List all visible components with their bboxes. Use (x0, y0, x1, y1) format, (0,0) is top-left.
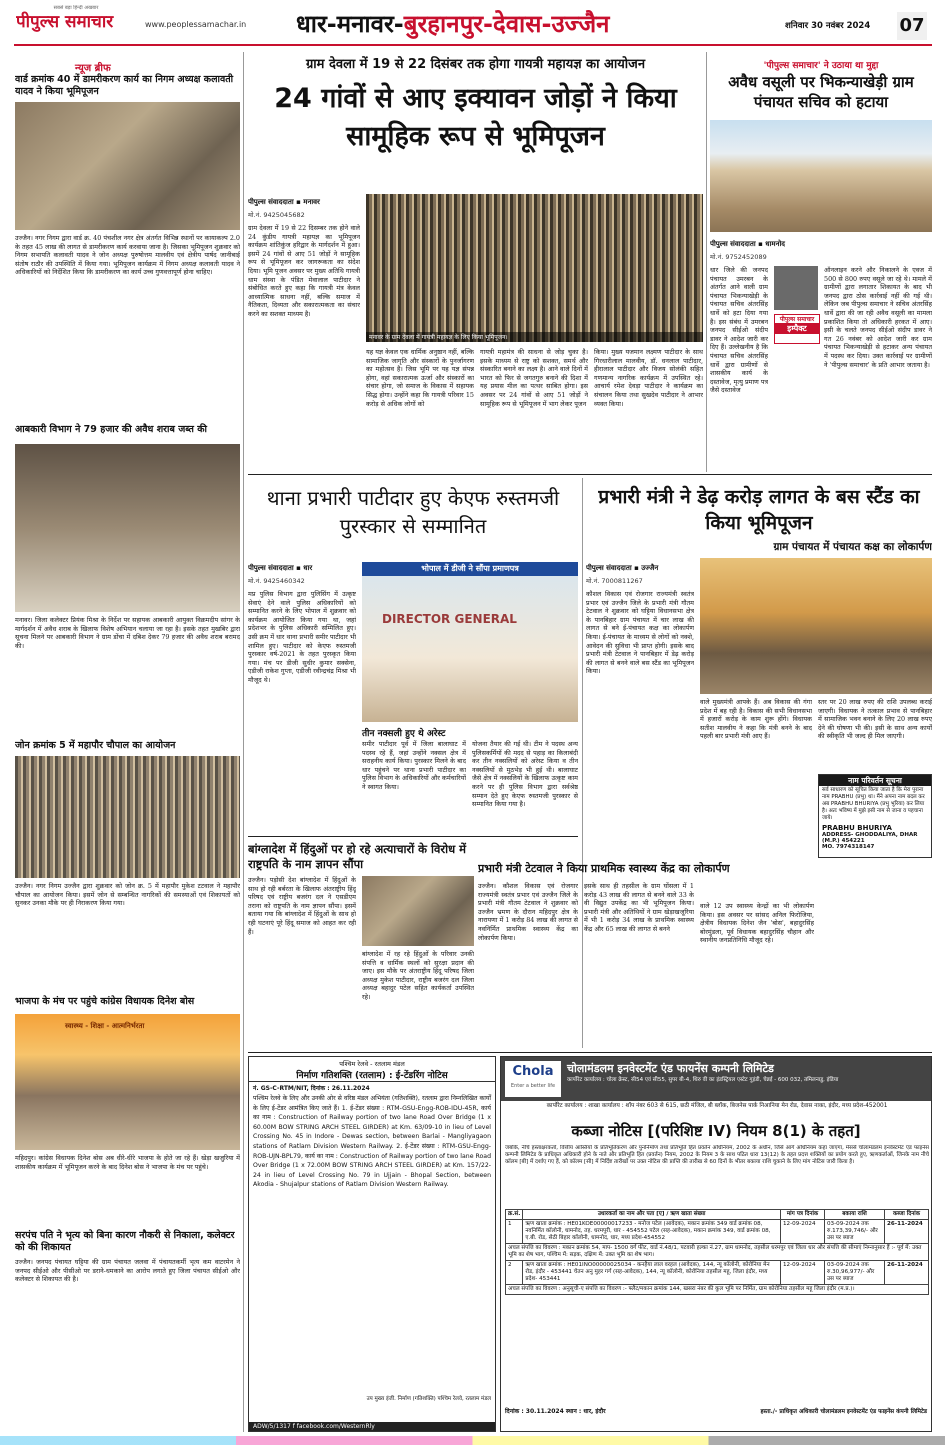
photo-award-ceremony (362, 562, 578, 722)
story-mobile: मो.नं. 9425045682 (248, 211, 305, 219)
brief-body-3: उज्जैन। नगर निगम उज्जैन द्वारा शुक्रवार को जोन क्र. 5 में महापौर मुकेश टटवाल ने महापौर चौपाल का आयोजन किया। इसमें जोन से सम्बन्धित नागरिकों की समस्याओं एवं शिकायतों को सुनकर उनका मौके पर ही निराकरण किया गया। (15, 882, 240, 908)
masthead-logo-tag: सबसे बड़ा हिन्दी अखबार (53, 5, 99, 11)
photo-caption: मनावर के ग्राम देवला में गायत्री महायज्ञ के लिए किया भूमिपूजन। (366, 332, 703, 342)
patidar-col-3: योजना तैयार की गई थी। टीम ने पदस्थ अन्य पुलिसकर्मियों की मदद से पहाड़ का किलाबंदी कर तीन नक्सलियों को अरेस्ट किया व तीन नक्सलियों से मुठभेड़ भी हुई थी। बालाघाट जैसे क्षेत्र में नक्सलियों के खिलाफ उत्कृष्ट काम करने पर ही पुलिस विभाग द्वारा सर्वश्रेष्ठ सम्मान देते हुए केएफ रुस्तमजी पुरस्कार से सम्मानित किया गया है। (472, 740, 578, 809)
bangla-col-2: बांग्लादेश में रह रहे हिंदुओं के परिवार उनकी संपत्ति व धार्मिक स्थलों को सुरक्षा प्रदान की जाए। इस मौके पर अंतराष्ट्रीय हिंदू परिषद जिला अध्यक्ष मुकेश पाटीदार, राष्ट्रीय बजरंग दल जिला अध्यक्ष बहादुर पटेल सहित कार्यकर्ता उपस्थित रहे। (362, 950, 474, 1001)
busstand-col-2: वाले मुख्यमंत्री आपके हैं। अब विकास की गंगा प्रदेश में बह रही है। विकास की सभी विधानसभा में हजारों करोड़ के काम शुरू होंगे। विधायक सतीश मालवीय ने कहा कि मंत्री बनने के बाद पहली बार प्रभारी मंत्री आए हैं। (700, 698, 812, 741)
busstand-byline: पीपुल्स संवाददाता ▪ उज्जैन (586, 564, 659, 572)
th-borrower: उधारकर्ता का नाम और पता [ए] / ऋण खाता संख्या (523, 1210, 781, 1220)
th-outstanding: बकाया राशि (825, 1210, 885, 1220)
right-byline: पीपुल्स संवाददाता ▪ धामनोद (710, 240, 785, 248)
row1-property: अचल संपत्ति का विवरण : मकान क्रमांक 54, माप- 1500 वर्ग फीट, वार्ड नं.48/1, पटवारी हल्का नं.27, ग्राम धामनोद, तहसील धरमपुर एवं जिला धार और संपत्ति की सीमाएं निम्नानुसार हैं :- पूर्व में: उक्त भूमि का शेष भाग, पश्चिम में: सड़क, दक्षिण में: उक्त भूमि का शेष भाग। (506, 1244, 929, 1261)
row2-demand-date: 12-09-2024 (781, 1261, 825, 1285)
row1-serial: 1 (506, 1220, 523, 1244)
center-top-story (248, 52, 703, 472)
photo-bhoomipujan-ministers (700, 558, 932, 694)
right-body-1: धार जिले की जनपद पंचायत उमरबन के अंतर्गत आने वाली ग्राम पंचायत भिकन्याखेड़ी के पंचायत सचिव अंतरसिंह धार्वे को हटा दिया गया है। इस संबंध में उमरबन जनपद सीईओ संदीप डावर ने आदेश जारी कर दिए हैं। उल्लेखनीय है कि पंचायत सचिव अंतरसिंह धार्वे द्वारा ग्रामीणों से शासकीय कार्य के दस्तावेज, मृत्यु प्रमाण पत्र जैसे दस्तावेज (710, 266, 768, 395)
masthead-logo: पीपुल्स समाचार (16, 12, 114, 32)
row2-property: अचल संपत्ति का विवरण : अनुसूची-ए संपत्ति का विवरण :- फ्लैट/मकान क्रमांक 144, खसरा नंबर की कुल भूमि पर निर्मित, ग्राम कोरोनिया तहसील महू जिला इंदौर (म.प्र.)। (506, 1285, 929, 1295)
right-kicker: 'पीपुल्स समाचार' ने उठाया था मुद्दा (763, 61, 879, 71)
busstand-story (586, 478, 932, 858)
busstand-col-1: कौशल विकास एवं रोजगार राज्यमंत्री स्वतंत्र प्रभार एवं उज्जैन जिले के प्रभारी मंत्री गौतम टेटवाल ने शुक्रवार को घट्टिया विधानसभा क्षेत्र के पानबिहार ग्राम पंचायत में चार लाख की लागत से बने ई-पंचायत कक्ष का लोकार्पण किया। ई-पंचायत के माध्यम से लोगों को नक्शे, आवेदन की सुविधा भी प्राप्त होगी। इसके बाद प्रभारी मंत्री टेटवाल ने पानबिहार में डेढ़ करोड़ की लागत से बनने वाले बस स्टैंड का भूमिपूजन किया। (586, 590, 694, 676)
tender-sign: उप मुख्य इंजी. निर्माण (गतिशक्ति) पश्चिम रेलवे, रतलाम मंडल (366, 1396, 491, 1402)
chola-place-date: दिनांक : 30.11.2024 स्थान : धार, इंदौर (505, 1408, 606, 1415)
name-change-notice (818, 774, 932, 858)
stage-banner-text: स्वास्थ्य - शिक्षा - आत्मनिर्भरता (65, 1022, 145, 1030)
tender-footer[interactable]: ADW/5/1317 f facebook.com/WesternRly (249, 1422, 495, 1431)
chola-body: जबकि, नीचे हस्ताक्षरकर्ता, वित्तीय आस्तियों के प्रतिभूतिकरण और पुनर्निर्माण तथा प्रतिभूति हित प्रवर्तन अधिनियम, 2002 के अधीन, जिसे आगे अधिनियम कहा जाएगा, मेसर्स चोलामंडलम इनवेस्टमेंट एंड फाइनेंस कम्पनी लिमिटेड के प्राधिकृत अधिकारी होने के नाते और प्रतिभूति हित (प्रवर्तन) नियम, 2002 के नियम 3 के साथ पठित धारा 13(12) के तहत प्रदत्त शक्तियों का प्रयोग करते हुए, ऋणकर्ताओं, जिनके नाम नीचे कॉलम [बी] में दर्शाए गए हैं, को कॉलम [सी] में निर्दिष्ट तारीखों पर उक्त नोटिस की प्राप्ति की तारीख से 60 दिनों के भीतर बकाया राशि चुकाने के लिए मांग नोटिस जारी किया है। (505, 1145, 929, 1165)
photo-panchayat-building (710, 120, 932, 232)
masthead-url[interactable]: www.peoplessamachar.in (145, 20, 247, 29)
patidar-col-2: समीर पाटीदार पूर्व में जिला बालाघाट में पदस्थ रहे हैं, जहां उन्होंने नक्सल क्षेत्र में सराहनीय कार्य किया। पुरस्कार मिलने के बाद धार पहुंचने पर थाना प्रभारी पाटीदार का पुलिस विभाग के अधिकारियों और कर्मचारियों ने स्वागत किया। (362, 740, 466, 791)
row2-serial: 2 (506, 1261, 523, 1285)
chola-logo-text: Chola (512, 1064, 554, 1079)
table-row (506, 1220, 929, 1244)
notice-body: सर्व साधारण को सूचित किया जाता है कि मेरा पुराना नाम PRABHU (प्रभु) था। मैंने अपना नाम बदल कर अब PRABHU BHURIYA (प्रभु भुरिया) कर लिया है। अतः भविष्य में मुझे इसी नाम से जाना व पहचाना जाये। (822, 787, 925, 821)
chola-signature: हस्ता./- प्राधिकृत अधिकारी चोलामंडलम इनवेस्टमेंट एंड फाइनेंस कंपनी लिमिटेड (760, 1409, 927, 1415)
story-byline: पीपुल्स संवाददाता ▪ मनावर (248, 198, 320, 206)
health-col-3: वाले 12 उप स्वास्थ्य केन्द्रों का भी लोकार्पण किया। इस अवसर पर सांसद अनिल फिरोजिया, क्षेत्रीय विधायक दिनेश जैन 'बोस', बहादुरसिंह बोरमुंडला, पूर्व विधायक बहादुरसिंह चौहान और स्थानीय जनप्रतिनिधि मौजूद रहे। (700, 902, 814, 945)
photo-bjp-stage (15, 1014, 240, 1150)
story-col-3: गायत्री महामंत्र की साधना से जोड़ चुका है। इसके माध्यम से राष्ट्र को सशक्त, समर्थ और संस्कारित बनाने का लक्ष्य है। आने वाले दिनों में भारत को फिर से जगतगुरु बनाने की दिशा में यह प्रयास मील का पत्थर साबित होगा। इस अवसर पर 24 गांवों से आए 51 जोड़ों ने सामूहिक रूप से भूमिपूजन में भाग लेकर पूजन (480, 348, 588, 408)
chola-notice (500, 1056, 932, 1432)
th-possession-date: कब्जा दिनांक (885, 1210, 929, 1220)
table-row (506, 1285, 929, 1295)
photo-mayor-chaupal (15, 756, 240, 878)
row2-possession-date: 26-11-2024 (885, 1261, 929, 1285)
row1-demand-date: 12-09-2024 (781, 1220, 825, 1244)
notice-mobile: MO. 7974318147 (822, 844, 875, 850)
page-number: 07 (897, 12, 927, 40)
brief-headline-4: भाजपा के मंच पर पहुंचे कांग्रेस विधायक दिनेश बोस (15, 996, 195, 1007)
right-mobile: मो.नं. 9752452089 (710, 253, 767, 261)
brief-headline-3: जोन क्रमांक 5 में महापौर चौपाल का आयोजन (15, 740, 176, 751)
chola-reg-office: कार्पोरेट कार्यालय : चोला क्रेस्ट, सी54 एवं सी55, सुपर बी-4, थिरु वी का इंडस्ट्रियल एस्टेट गुइंडी, चेन्नई - 600 032, तमिलनाडु, इंडिया (567, 1077, 839, 1083)
impact-label: इम्पैक्ट (775, 323, 819, 334)
chola-header (501, 1057, 931, 1101)
brief-headline-1: वार्ड क्रमांक 40 में डामरीकरण कार्य का निगम अध्यक्ष कलावती यादव ने किया भूमिपूजन (15, 74, 234, 97)
news-brief-label: न्यूज ब्रीफ (75, 63, 111, 74)
right-body-2: ऑनलाइन करने और निकालने के एवज में 500 से 800 रुपए वसूले जा रहे थे। मामले में ग्रामीणों द्वारा लगातार शिकायत के बाद भी जनपद द्वारा ठोस कार्रवाई नहीं की गई थी। लेकिन जब पीपुल्स समाचार ने सचिव अंतरसिंह धार्वे द्वारा की जा रही अवैध वसूली का मामला प्रकाशित किया तो अधिकारी हरकत में आए। इसी के चलते जनपद सीईओ संदीप डावर ने गत 26 नवंबर को आदेश जारी कर ग्राम पंचायत भिकन्याखेड़ी से हटाकर अन्य पंचायत में पदस्थ कर दिया। उक्त कार्रवाई पर ग्रामीणों ने 'पीपुल्स समाचार' के प्रति आभार जताया है। (824, 266, 932, 369)
chola-logo (505, 1061, 561, 1097)
th-serial: क्र.सं. (506, 1210, 523, 1220)
tender-number: नं. GS-C-RTM/NIT, दिनांक : 26.11.2024 (253, 1085, 370, 1092)
tender-body: पश्चिम रेलवे के लिए और उनकी ओर से वरिष्ठ मंडल अभियंता (गतिशक्ति), रतलाम द्वारा निम्नलिखित कार्यों के लिए ई-टेंडर आमंत्रित किए जाते हैं। 1. ई-टेंडर संख्या : RTM-GSU-Engg-ROB-IDU-45R, कार्य का नाम : Construction of Railway portion of two lane Road Over Bridge (1 x 60.00M BOW STRING ARCH STEEL GIRDER) at Km. 63/09-10 in lieu of Level Crossing No. 45 in Indore - Dewas section, between Barlai - Mangliyagaon stations of Ratlam Division Western Railway. 2. ई-टेंडर संख्या : RTM-GSU-Engg-ROB-UJN-BPL79, कार्य का नाम : Construction of Railway portion of two lane Road Over Bridge (1 x 72.00M BOW STRING ARCH STEEL GIRDER) at Km. 157/22-24 in lieu of Level Crossing No. 79 in Ujjain - Bhopal Section, between Akodia - Shujalpur stations of Ratlam Division Western Railway. (253, 1095, 492, 1189)
notice-name: PRABHU BHURIYA (822, 824, 892, 832)
patidar-col-1: मप्र पुलिस विभाग द्वारा पुलिसिंग में उत्कृष्ट सेवाएं देने वाले पुलिस अधिकारियों को सम्मानित करने के लिए भोपाल में शुक्रवार को कार्यक्रम आयोजित किया गया था, जहां प्रदेशभर के पुलिस अधिकारी सम्मिलित हुए। उसी क्रम में धार थाना प्रभारी समीर पाटीदार भी शामिल हुए। पाटीदार को केएफ रुस्तमजी पुरस्कार वर्ष-2021 के तहत पुरस्कृत किया गया। मंच पर डीजी सुधीर कुमार सक्सेना, एडीजी राकेश गुप्ता, एडीजी रवीन्द्रचंद्र मिश्रा भी मौजूद थे। (248, 590, 356, 684)
brief-body-5: उज्जैन। जनपद पंचायत घट्टिया की ग्राम पंचायत जलवा में पंचायतकर्मी भृत्य कम वाटरमेन ने जनपद सीईओ और पीसीओ पर डराने-धमकाने का आरोप लगाते हुए जिला पंचायत सीईओ और कलेक्टर से शिकायत की है। (15, 1258, 240, 1284)
chola-company: चोलामंडलम इनवेस्टमेंट एंड फायनेंस कम्पनी लिमिटेड (567, 1062, 774, 1075)
photo-memorandum (362, 876, 474, 946)
story-kicker: ग्राम देवला में 19 से 22 दिसंबर तक होगा गायत्री महायज्ञ का आयोजन (305, 57, 646, 72)
row2-outstanding: 03-09-2024 तक रु.30,96,977/- और उस पर ब्याज (825, 1261, 885, 1285)
story-headline: 24 गांवों से आए इक्यावन जोड़ों ने किया सामूहिक रूप से भूमिपूजन (274, 83, 677, 152)
tender-title: निर्माण गतिशक्ति (रतलाम) : ई-टेंडरिंग नोटिस (249, 1068, 495, 1082)
photo-seized-liquor (15, 444, 240, 612)
impact-logo: पीपुल्स समाचार (779, 316, 815, 323)
left-column (15, 52, 240, 1432)
bangla-headline: बांग्लादेश में हिंदुओं पर हो रहे अत्याचारों के विरोध में राष्ट्रपति के नाम ज्ञापन सौंपा (248, 842, 467, 871)
photo-title-bar: भोपाल में डीजी ने सौंपा प्रमाणपत्र (362, 562, 578, 576)
brief-headline-5: सरपंच पति ने भृत्य को बिना कारण नौकरी से निकाला, कलेक्टर को की शिकायत (15, 1230, 235, 1253)
row1-possession-date: 26-11-2024 (885, 1220, 929, 1244)
tender-top: पश्चिम रेलवे - रतलाम मंडल (339, 1060, 405, 1068)
patidar-byline: पीपुल्स संवाददाता ▪ धार (248, 564, 313, 572)
busstand-mobile: मो.नं. 7000811267 (586, 577, 643, 585)
masthead-section (296, 8, 716, 40)
right-top-story (710, 52, 932, 472)
row1-outstanding: 03-09-2024 तक रु.173,39,746/- और उस पर ब्याज (825, 1220, 885, 1244)
chola-notice-title: कब्जा नोटिस [(परिशिष्ट IV) नियम 8(1) के तहत] (571, 1122, 861, 1140)
impact-badge (774, 314, 820, 344)
busstand-col-3: स्तर पर 20 लाख रुपए की राशि उपलब्ध कराई जाएगी। विधायक ने तत्काल प्रभाव से पानबिहार में सामाजिक भवन बनाने के लिए 20 लाख रुपए देने की घोषणा भी की। इसी के साथ अन्य कार्यों की स्वीकृति भी जल्द ही मिल जाएगी। (818, 698, 932, 741)
notice-address: ADDRESS- GHODDALIYA, DHAR (M.P.) 454221 (822, 832, 918, 844)
busstand-subhead: ग्राम पंचायत में पंचायत कक्ष का लोकार्पण (773, 541, 932, 553)
busstand-headline: प्रभारी मंत्री ने डेढ़ करोड़ लागत के बस स्टैंड का किया भूमिपूजन (598, 486, 920, 534)
brief-body-4: महिदपुर। कांग्रेस विधायक दिनेश बोस अब धीरे-धीरे भाजपा के होते जा रहे हैं। खेड़ा खजुरिया में शासकीय कार्यक्रम में भूमिपूजन करने के बाद दिनेश बोस ने भाजपा के मंच पर पहुंचे। (15, 1154, 240, 1171)
story-col-4: किया। मुख्य यजमान लक्ष्मण पाटीदार के साथ गिरधारीलाल मालवीय, डॉ. धनलाल पाटीदार, हीरालाल पाटीदार और विजय सोलंकी सहित गणमान्य नागरिक कार्यक्रम में उपस्थित रहे। आचार्य रमेश देवड़ा पाटीदार ने कार्यक्रम का संचालन किया तथा सुखदेव पाटीदार ने आभार व्यक्त किया। (594, 348, 703, 408)
right-headline: अवैध वसूली पर भिकन्याखेड़ी ग्राम पंचायत सचिव को हटाया (728, 73, 914, 111)
chola-logo-tag: Enter a better life (510, 1083, 556, 1089)
story-col-1: ग्राम देवला में 19 से 22 दिसम्बर तक होने वाले 24 कुंडीय गायत्री महायज्ञ का भूमिपूजन कार्यक्रम शांतिकुंज हरिद्वार के मार्गदर्शन में हुआ। इसमें 24 गांवों से आए 51 जोड़ों ने सामूहिक रूप से भूमिपूजन कर जागरूकता का संदेश दिया। भूमि पूजन अवसर पर मुख्य अतिथि गायत्री धाम संस्था के पंडित मेवालाल पाटीदार ने संबोधित करते हुए कहा कि गायत्री मंत्र केवल आध्यात्मिक साधना नहीं, बल्कि समाज में नैतिकता, दिव्यता और सकारात्मकता का संचार करने का सशक्त माध्यम है। (248, 224, 360, 318)
story-col-2: यह यज्ञ केवल एक धार्मिक अनुष्ठान नहीं, बल्कि सामाजिक जागृति और संस्कारों के पुनर्जागरण का महोत्सव है। जिस भूमि पर यह यज्ञ संपन्न होगा, वहां सकारात्मक ऊर्जा और संस्कारों का संचार होगा, जो समाज के विकास में सहायक सिद्ध होगा। उन्होंने कहा कि गायत्री परिवार 15 करोड़ से अधिक लोगों को (366, 348, 474, 408)
health-col-1: उज्जैन। कौशल विकास एवं रोजगार राज्यमंत्री स्वतंत्र प्रभार एवं उज्जैन जिले के प्रभारी मंत्री गौतम टेटवाल ने शुक्रवार को उज्जैन भ्रमण के दौरान महिदपुर क्षेत्र के नारायणा में 1 करोड़ 84 लाख की लागत से नवनिर्मित प्राथमिक स्वास्थ्य केंद्र का लोकार्पण किया। (478, 882, 578, 942)
patidar-headline: थाना प्रभारी पाटीदार हुए केएफ रुस्तमजी पुरस्कार से सम्मानित (266, 486, 560, 538)
masthead-date: शनिवार 30 नवंबर 2024 (785, 21, 871, 31)
brief-body-1: उज्जैन। नगर निगम द्वारा वार्ड क्र. 40 पंचशील नगर क्षेत्र अंतर्गत विभिन्न स्थानों पर कायाकल्प 2.0 के तहत 45 लाख की लागत से डामरीकरण कार्य करवाया जाना है। जिसका भूमिपूजन शुक्रवार को निगम सभापति कलावती यादव ने जोन अध्यक्ष पुरुषोत्तम मालवीय एवं क्षेत्रीय पार्षद जानीबाई संतोष राठौर की उपस्थिति में किया गया। भूमिपूजन कार्यक्रम में निगम अध्यक्ष कलावती यादव ने अधिकारियों को निर्देशित किया कि डामरीकरण का कार्य उच्च गुणवत्तापूर्ण होना चाहिए। (15, 234, 240, 277)
brief-headline-2: आबकारी विभाग ने 79 हजार की अवैध शराब जब्त की (15, 424, 208, 435)
patidar-mobile: मो.नं. 9425460342 (248, 577, 305, 585)
chola-table (505, 1209, 929, 1399)
health-story (478, 862, 932, 1050)
railway-tender-ad (248, 1056, 496, 1432)
patidar-story (248, 478, 578, 832)
th-demand-date: मांग पत्र दिनांक (781, 1210, 825, 1220)
table-row (506, 1261, 929, 1285)
bangla-col-1: उज्जैन। पड़ोसी देश बांग्लादेश में हिंदुओं के साथ हो रही बर्बरता के खिलाफ अंतराष्ट्रीय हिंदू परिषद एवं राष्ट्रीय बजरंग दल ने एसडीएम तराना को राष्ट्रपति के नाम ज्ञापन सौंपा। इसमें बताया गया कि बांग्लादेश में हिंदुओं के साथ हो रही घटनाएं पूरे हिंदू समाज को आहत कर रही हैं। (248, 876, 356, 936)
bangladesh-story (248, 840, 474, 1050)
brief-body-2: मनावर। जिला कलेक्टर प्रियंक मिश्रा के निर्देश पर सहायक आबकारी आयुक्त विक्रमदीप सांगर के मार्गदर्शन में अवैध शराब के खिलाफ विशेष अभियान चलाया जा रहा है। इसके तहत मुखबिर द्वारा सूचना मिलने पर आबकारी विभाग ने ग्राम डोंचा में दबिश देकर 79 हजार की अवैध शराब बरामद की। (15, 616, 240, 650)
photo-yagya-crowd (366, 194, 703, 342)
health-headline: प्रभारी मंत्री टेटवाल ने किया प्राथमिक स्वास्थ्य केंद्र का लोकार्पण (478, 862, 730, 875)
photo-sarpanch-portrait (774, 266, 818, 310)
row1-borrower: ऋण खाता क्रमांक : HE01KOE00000017233 - मनोज पटेल (आवेदक), मकान क्रमांक 349 वार्ड क्रमांक 08, नवनिर्मित कॉलोनी, धामनोद, तह. धरमपुरी, धार - 454552 पटेल (सह-आवेदक), मकान क्रमांक 349, वार्ड क्रमांक 08, ए.बी. रोड, सेठी बिहार कॉलोनी, धामनोद, धार, मध्य प्रदेश-454552 (523, 1220, 781, 1244)
masthead (0, 0, 945, 48)
table-row (506, 1244, 929, 1261)
patidar-subhead: तीन नक्सली हुए थे अरेस्ट (362, 729, 446, 739)
print-color-bar (0, 1436, 945, 1445)
photo-bhoomipujan-ward40 (15, 102, 240, 230)
chola-branch: कार्पोरेट कार्यालय : शाखा कार्यालय : शॉप नंबर 603 से 615, छठी मंजिल, बी ब्लॉक, बिजनेस पार्क निआनिया मेन रोड, देवास नाका, इंदौर, मध्य प्रदेश-452001 (546, 1103, 888, 1109)
section-title-a: धार-मनावर- (296, 10, 404, 38)
section-title-b: बुरहानपुर-देवास-उज्जैन (403, 10, 610, 38)
photo-banner-text: DIRECTOR GENERAL (382, 612, 517, 626)
row2-borrower: ऋण खाता क्रमांक : HE01INO00000025034 - कनहैया लाल वरहल (आवेदक), 144, न्यू कॉलोनी, कोरोनिया मेन रोड, इंदौर - 453441 चेतन अनु मुहर गर्ग (सह-आवेदक), 144, न्यू कॉलोनी, कोरोनिया तहसील महू, जिला इंदौर, मध्य प्रदेश- 453441 (523, 1261, 781, 1285)
health-col-2: इसके साथ ही तहसील के ग्राम घोंसला में 1 करोड़ 43 लाख की लागत से बनने वाले 33 के वी विद्युत उपकेंद्र का भी भूमिपूजन किया। प्रभारी मंत्री और अतिथियों ने ग्राम खेड़ाखजूरिया में भी 1 करोड़ 34 लाख के प्राथमिक स्वास्थ्य केंद्र और 65 लाख की लागत से बनने (584, 882, 694, 933)
notice-title: नाम परिवर्तन सूचना (819, 775, 931, 786)
